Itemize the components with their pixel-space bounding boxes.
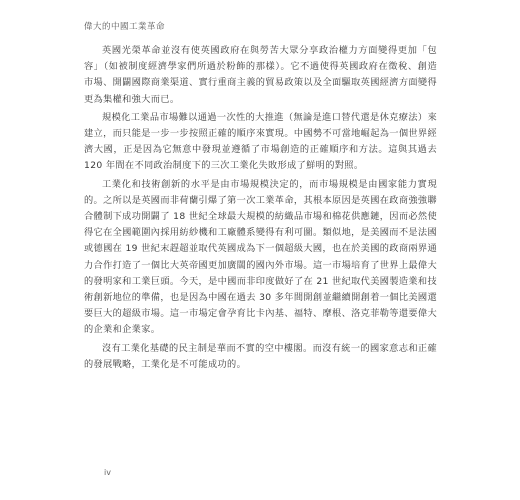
paragraph-4: 沒有工業化基礎的民主制是華而不實的空中樓閣。而沒有統一的國家意志和正確的發展戰略，工業化是不可能成功的。 xyxy=(84,342,437,370)
paragraph-3: 工業化和技術創新的水平是由市場規模決定的，而市場規模是由國家能力實現的。之所以是英國而非荷蘭引爆了第一次工業革命，其根本原因是英國在政商強強聯合體制下成功開闢了 18 世紀全球最大規模的紡織品市場和棉花供應鏈，因而必然使得它在全國範圍內採用紡紗機和工廠體系變得有利可圖。類似地，是美國而不是法國或德國在 19 世紀末趕超並取代英國成為下一個超級大國，也在於美國的政商兩界通力合作打造了一個比大英帝國更加廣闊的國內外市場。這一市場培育了世界上最偉大的發明家和工業巨頭。今天，是中國而非印度做好了在 21 世紀取代美國製造業和技術創新地位的準備，也是因為中國在過去 30 多年間開創並繼續開創着一個比美國還要巨大的超級市場。這一市場定會孕育比卡內基、福特、摩根、洛克菲勒等還要偉大的企業和企業家。 xyxy=(84,178,437,336)
body-text xyxy=(84,43,437,375)
page-number: iv xyxy=(104,468,111,477)
paragraph-2: 規模化工業品市場難以通過一次性的大推進（無論是進口替代還是休克療法）來建立，而只能是一步一步按照正確的順序來實現。中國勢不可當地崛起為一個世界經濟大國，正是因為它無意中發現並遵循了市場創造的正確順序和方法。這與其過去 120 年間在不同政治制度下的三次工業化失敗形成了鮮明的對照。 xyxy=(84,111,437,172)
running-header: 偉大的中國工業革命 xyxy=(84,22,166,32)
paragraph-1: 英國光榮革命並沒有使英國政府在與勞苦大眾分享政治權力方面變得更加「包容」（如被制度經濟學家們所過於粉飾的那樣）。它不過使得英國政府在徵稅、創造市場、開闢國際商業渠道、實行重商主義的貿易政策以及全面驅取英國經濟方面變得更為集權和強大而已。 xyxy=(84,45,437,105)
